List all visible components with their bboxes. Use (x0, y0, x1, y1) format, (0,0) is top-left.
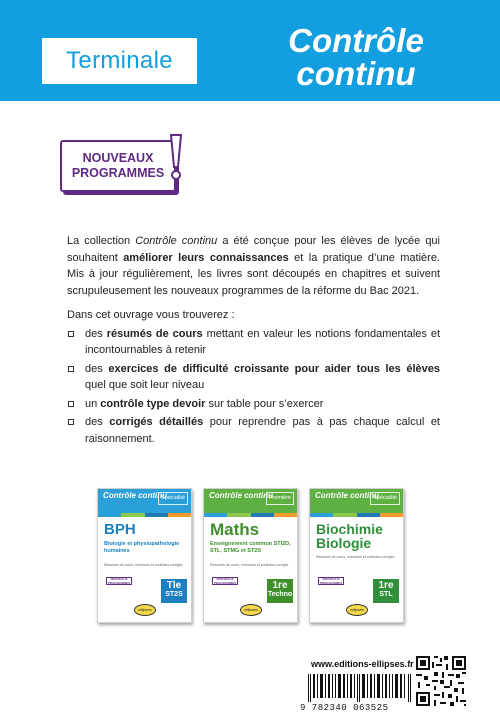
intro-paragraph: La collection Contrôle continu a été conçue pour les élèves de lycée qui souhaitent améliorer leurs connaissances et la pratique d’une matière. Mis à jour régulièrement, les livres sont découpés en chapitres et suivent scrupuleusement les nouveaux programmes de la réforme du Bac 2021. (67, 235, 440, 297)
list-item: des résumés de cours mettant en valeur les notions fondamentales et incontournables à retenir (67, 326, 440, 359)
header-band (0, 0, 500, 101)
book-desc: Résumés de cours, exercices et contrôles corrigés (316, 555, 395, 559)
publisher-logo: ellipses (134, 604, 156, 616)
book-subtitle: Enseignement commun STI2D, STL, STMG et ST2S (210, 541, 291, 554)
list-item: des exercices de difficulté croissante pour aider tous les élèves quel que soit leur niveau (67, 361, 440, 394)
book-title: BPH (104, 521, 136, 538)
publisher-logo: ellipses (346, 604, 368, 616)
book-subtitle: Biologie et physiopathologie humaines (104, 541, 180, 554)
book-title: Biochimie Biologie (316, 521, 383, 551)
series-label-box (42, 38, 197, 84)
book-level: Tle ST2S (161, 579, 187, 603)
list-item: un contrôle type devoir sur table pour s’exercer (67, 396, 440, 413)
book-level: 1re Techno (267, 579, 293, 603)
list-item: des corrigés détaillés pour reprendre pas à pas chaque calcul et raisonnement. (67, 414, 440, 447)
book-strip (310, 513, 403, 517)
book-title: Maths (210, 520, 260, 539)
book-category: Spécialité (158, 492, 188, 505)
collection-title-line1: Contrôle (288, 22, 424, 59)
badge-line1: NOUVEAUX (82, 151, 154, 165)
barcode-icon (308, 674, 412, 702)
book-series: Contrôle continu Spécialité (98, 489, 191, 513)
series-label: Terminale (66, 47, 173, 74)
publisher-website: www.editions-ellipses.fr (311, 659, 414, 669)
book-series: Contrôle continu Première (204, 489, 297, 513)
book-strip (204, 513, 297, 517)
checkbox-bullet-icon (68, 366, 74, 372)
new-programs-badge (60, 140, 176, 192)
book-cover-bph (97, 488, 192, 623)
book-series: Contrôle continu Spécialité (310, 489, 403, 513)
related-books (97, 488, 405, 628)
exclamation-icon (169, 133, 183, 181)
book-strip (98, 513, 191, 517)
publisher-logo: ellipses (240, 604, 262, 616)
book-desc: Résumés de cours, exercices et contrôles corrigés (104, 563, 183, 567)
book-cover-maths (203, 488, 298, 623)
book-new-badge: NOUVEAUX PROGRAMMES (319, 577, 343, 585)
checkbox-bullet-icon (68, 401, 74, 407)
description-text (67, 233, 440, 449)
list-intro: Dans cet ouvrage vous trouverez : (67, 309, 235, 321)
book-cover-biochimie (309, 488, 404, 623)
isbn-number: 9 782340 063525 (300, 703, 389, 713)
book-desc: Résumés de cours, exercices et contrôles corrigés (210, 563, 289, 567)
book-category: Première (266, 492, 294, 505)
collection-title-line2: continu (296, 55, 416, 92)
qr-code-icon (416, 656, 466, 706)
book-new-badge: NOUVEAUX PROGRAMMES (107, 577, 131, 585)
collection-title (246, 24, 466, 90)
book-category: Spécialité (370, 492, 400, 505)
checkbox-bullet-icon (68, 419, 74, 425)
book-level: 1re STL (373, 579, 399, 603)
checkbox-bullet-icon (68, 331, 74, 337)
features-list (67, 326, 440, 448)
badge-line2: PROGRAMMES (71, 166, 165, 180)
book-new-badge: NOUVEAUX PROGRAMMES (213, 577, 237, 585)
